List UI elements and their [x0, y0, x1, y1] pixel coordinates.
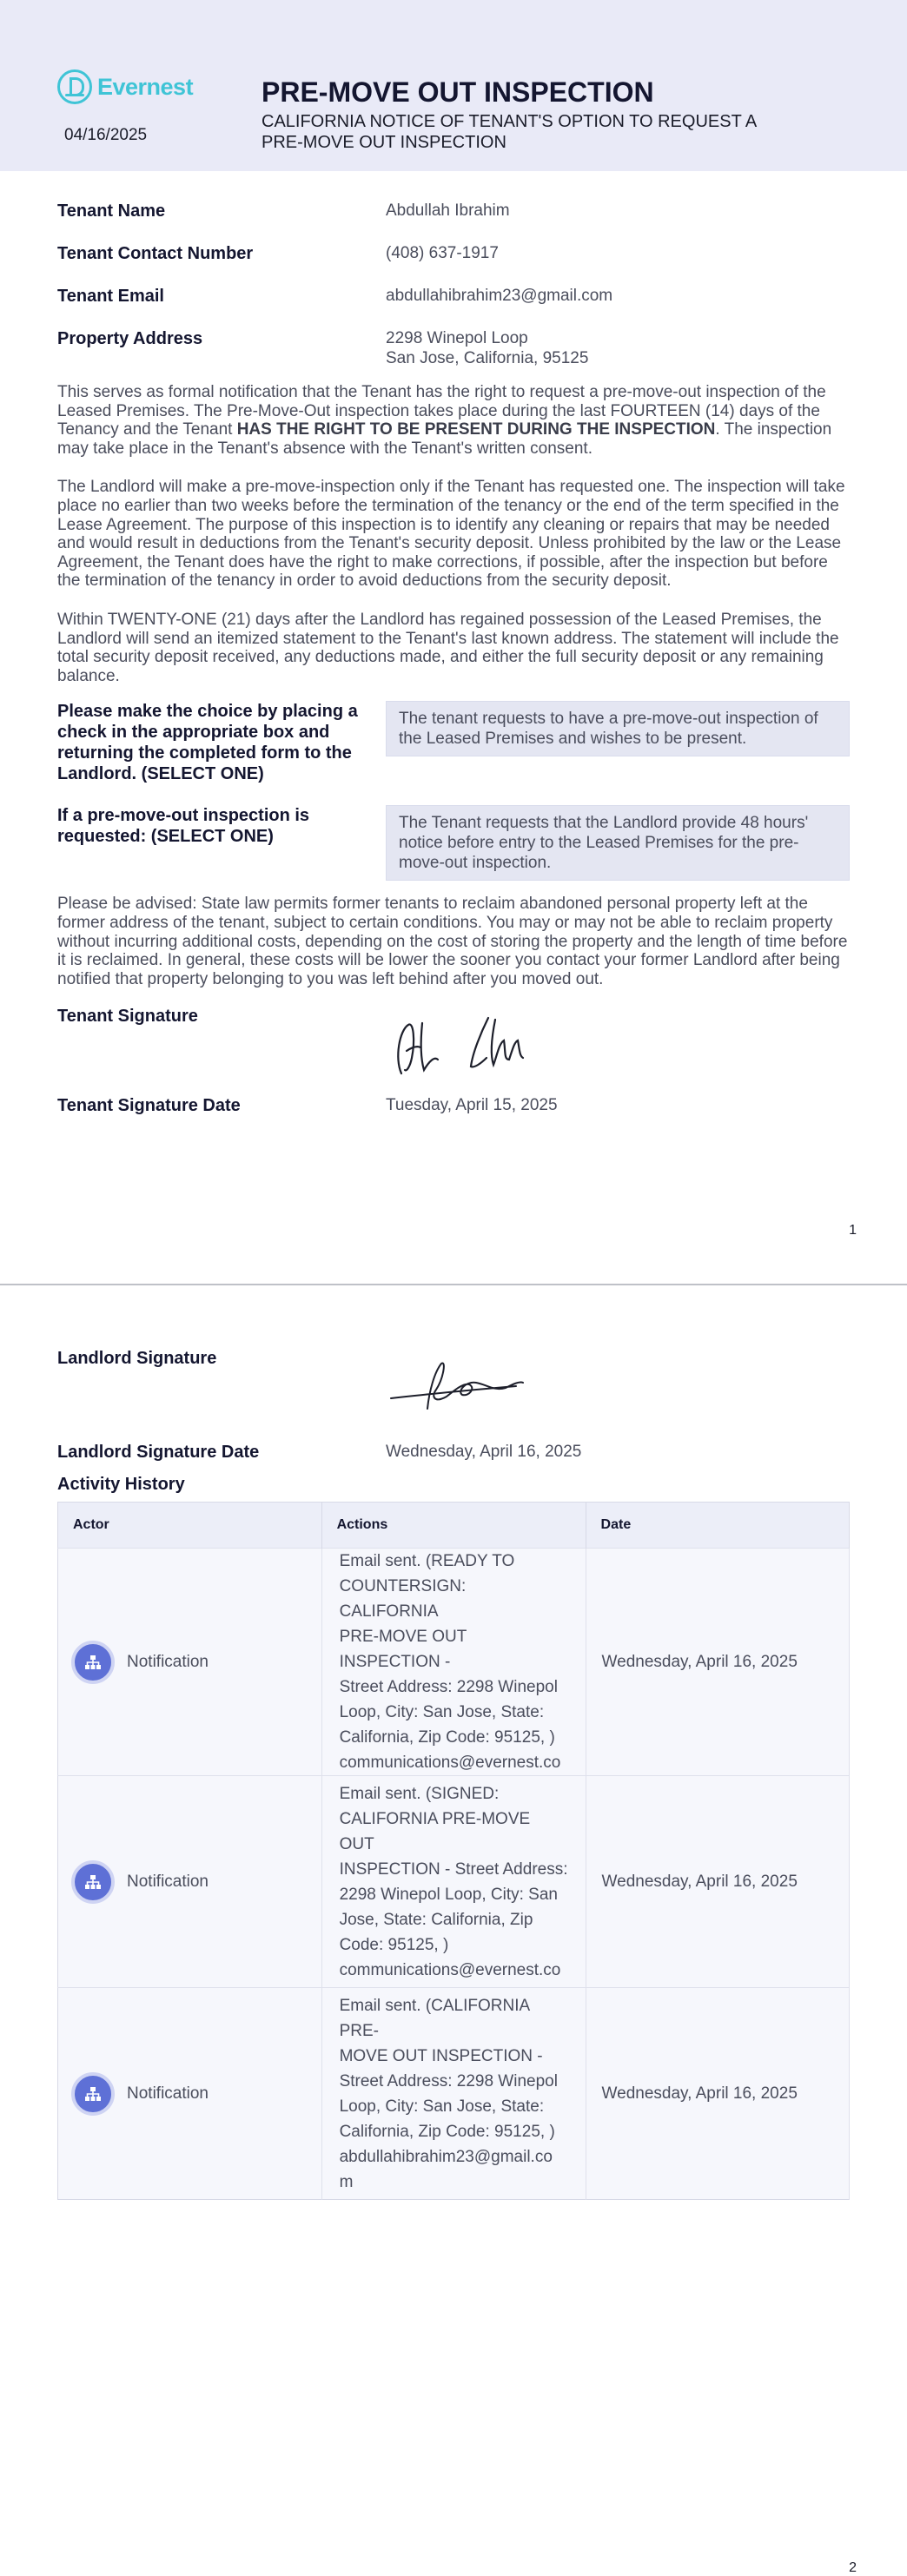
- evernest-logo: [57, 69, 193, 104]
- tenant-signature-label: Tenant Signature: [57, 1007, 198, 1027]
- action-line: communications@evernest.co: [339, 1754, 561, 1772]
- landlord-signature-date-value: Wednesday, April 16, 2025: [386, 1443, 582, 1461]
- actor-name: Notification: [127, 2084, 209, 2103]
- logo-text: Evernest: [97, 73, 194, 100]
- action-line: CALIFORNIA PRE-MOVE OUT: [339, 1809, 531, 1853]
- notice-paragraph-2: The Landlord will make a pre-move-inspection only if the Tenant has requested one. The inspection will take place no earlier than two weeks before the termination of the tenancy or the end of the term specified in the Lease Agreement. The purpose of this inspection is to identify any cleaning or repairs that may be needed and would result in deductions from the Tenant's security deposit. Unless prohibited by the law or the Lease Agreement, the Tenant does have the right to make corrections, if possible, after the inspection but before the termination of the tenancy in order to avoid deductions from the security deposit.: [57, 478, 845, 591]
- notice-paragraph-3: Within TWENTY-ONE (21) days after the Landlord has regained possession of the Leased Premises, the Landlord will send an itemized statement to the Tenant's last known address. The statement will include the total security deposit received, any deductions made, and either the full security deposit or any remaining balance.: [57, 610, 839, 685]
- p1-text-a: This serves as formal notification that the Tenant has the right to request a pre-move-out inspection of the Leased Premises. The Pre-Move-Out inspection takes place during the last FOURTEEN (14) days of the Tenancy and the Tenant: [57, 383, 826, 439]
- column-header-date: Date: [586, 1503, 849, 1549]
- notice-paragraph-4: Please be advised: State law permits former tenants to reclaim abandoned personal property left at the former address of the tenant, subject to certain conditions. You may or may not be able to reclaim property without incurring additional costs, depending on the cost of storing the property and the length of time before it is reclaimed. In general, these costs will be lower the sooner you contact your former Landlord after being notified that property belonging to you was left behind after you moved out.: [57, 895, 848, 988]
- address-line-1: 2298 Winepol Loop: [386, 329, 528, 347]
- activity-history-table: [57, 1502, 850, 2200]
- action-line: Email sent. (CALIFORNIA PRE-: [339, 1996, 530, 2040]
- landlord-signature-row: [57, 1285, 850, 1442]
- action-line: Loop, City: San Jose, State:: [339, 2097, 545, 2116]
- sitemap-icon: [71, 1860, 115, 1904]
- sitemap-icon: [71, 1641, 115, 1684]
- tenant-email-value: abdullahibrahim23@gmail.com: [386, 287, 613, 305]
- landlord-signature-label: Landlord Signature: [57, 1349, 217, 1368]
- page-number: 1: [849, 1223, 857, 1238]
- document-title: PRE-MOVE OUT INSPECTION: [262, 76, 654, 108]
- document-header: [0, 0, 907, 171]
- column-header-actions: Actions: [321, 1503, 586, 1549]
- landlord-signature-image: [386, 1348, 850, 1442]
- page-1: [0, 0, 907, 1284]
- header-date: 04/16/2025: [64, 126, 148, 144]
- action-cell: [321, 1549, 586, 1776]
- date-cell: Wednesday, April 16, 2025: [586, 1776, 849, 1988]
- tenant-signature-date-label: Tenant Signature Date: [57, 1096, 241, 1116]
- tenant-name-label: Tenant Name: [57, 201, 166, 221]
- landlord-signature-date-label: Landlord Signature Date: [57, 1443, 260, 1462]
- action-line: Street Address: 2298 Winepol: [339, 1678, 558, 1696]
- action-line: Street Address: 2298 Winepol: [339, 2071, 558, 2091]
- choice-1-row: [57, 701, 850, 784]
- table-row: [58, 1549, 850, 1776]
- tenant-signature-row: [57, 1006, 850, 1093]
- column-header-actor: Actor: [58, 1503, 322, 1549]
- choice-2-row: [57, 805, 850, 881]
- property-address-label: Property Address: [57, 329, 203, 348]
- tenant-contact-value: (408) 637-1917: [386, 244, 499, 262]
- tenant-contact-label: Tenant Contact Number: [57, 244, 254, 263]
- actor-cell: [58, 1549, 322, 1776]
- tenant-email-label: Tenant Email: [57, 287, 164, 306]
- choice-2-selected-option[interactable]: The Tenant requests that the Landlord provide 48 hours' notice before entry to the Leased Premises for the pre-move-out inspection.: [386, 805, 850, 881]
- sitemap-icon: [71, 2072, 115, 2116]
- tenant-signature-date-row: [57, 1095, 850, 1116]
- actor-cell: [58, 1776, 322, 1988]
- date-cell: Wednesday, April 16, 2025: [586, 1549, 849, 1776]
- evernest-logo-icon: [57, 69, 92, 104]
- actor-cell: [58, 1988, 322, 2200]
- tenant-signature-date-value: Tuesday, April 15, 2025: [386, 1096, 558, 1115]
- action-line: MOVE OUT INSPECTION -: [339, 2046, 543, 2065]
- action-line: m: [339, 2172, 354, 2191]
- p1-text-b: . The inspection may take place in the Tenant's absence with the Tenant's written consent.: [57, 420, 832, 458]
- table-row: [58, 1988, 850, 2200]
- address-line-2: San Jose, California, 95125: [386, 349, 589, 367]
- action-line: COUNTERSIGN: CALIFORNIA: [339, 1577, 467, 1621]
- action-line: 2298 Winepol Loop, City: San: [339, 1885, 558, 1904]
- p1-text-bold: HAS THE RIGHT TO BE PRESENT DURING THE INSPECTION: [236, 420, 716, 439]
- action-line: INSPECTION - Street Address:: [339, 1859, 568, 1879]
- action-line: communications@evernest.co: [339, 1960, 561, 1979]
- tenant-name-value: Abdullah Ibrahim: [386, 201, 510, 220]
- date-cell: Wednesday, April 16, 2025: [586, 1988, 849, 2200]
- tenant-signature-image: [386, 1006, 850, 1093]
- tenant-signature-drawing: [386, 1006, 559, 1089]
- actor-name: Notification: [127, 1872, 209, 1891]
- landlord-signature-drawing: [386, 1348, 542, 1417]
- action-cell: [321, 1776, 586, 1988]
- property-address-row: [57, 328, 850, 368]
- action-line: Email sent. (READY TO: [339, 1552, 515, 1570]
- action-line: Email sent. (SIGNED:: [339, 1784, 500, 1803]
- action-line: Jose, State: California, Zip: [339, 1910, 533, 1929]
- landlord-signature-date-row: [57, 1442, 850, 1463]
- tenant-email-row: [57, 286, 850, 307]
- action-line: Loop, City: San Jose, State:: [339, 1703, 545, 1721]
- choice-2-label: If a pre-move-out inspection is requested: (SELECT ONE): [57, 806, 310, 847]
- tenant-name-row: [57, 201, 850, 221]
- document-subtitle: CALIFORNIA NOTICE OF TENANT'S OPTION TO REQUEST A PRE-MOVE OUT INSPECTION: [262, 112, 757, 152]
- page-number: 2: [849, 2560, 857, 2575]
- property-address-value: [386, 328, 850, 368]
- action-line: California, Zip Code: 95125, ): [339, 2122, 555, 2141]
- actor-name: Notification: [127, 1652, 209, 1671]
- page-2: [0, 1285, 907, 2575]
- activity-history-title: Activity History: [57, 1475, 185, 1494]
- action-line: Code: 95125, ): [339, 1935, 449, 1954]
- action-line: PRE-MOVE OUT INSPECTION -: [339, 1628, 467, 1671]
- choice-1-label: Please make the choice by placing a check in the appropriate box and returning the completed form to the Landlord. (SELECT ONE): [57, 702, 358, 784]
- tenant-contact-row: [57, 243, 850, 264]
- action-line: California, Zip Code: 95125, ): [339, 1728, 555, 1747]
- action-cell: [321, 1988, 586, 2200]
- action-line: abdullahibrahim23@gmail.co: [339, 2147, 553, 2166]
- choice-1-selected-option[interactable]: The tenant requests to have a pre-move-out inspection of the Leased Premises and wishes to be present.: [386, 701, 850, 756]
- table-row: [58, 1776, 850, 1988]
- notice-paragraph-1: [57, 383, 850, 458]
- table-header-row: [58, 1503, 850, 1549]
